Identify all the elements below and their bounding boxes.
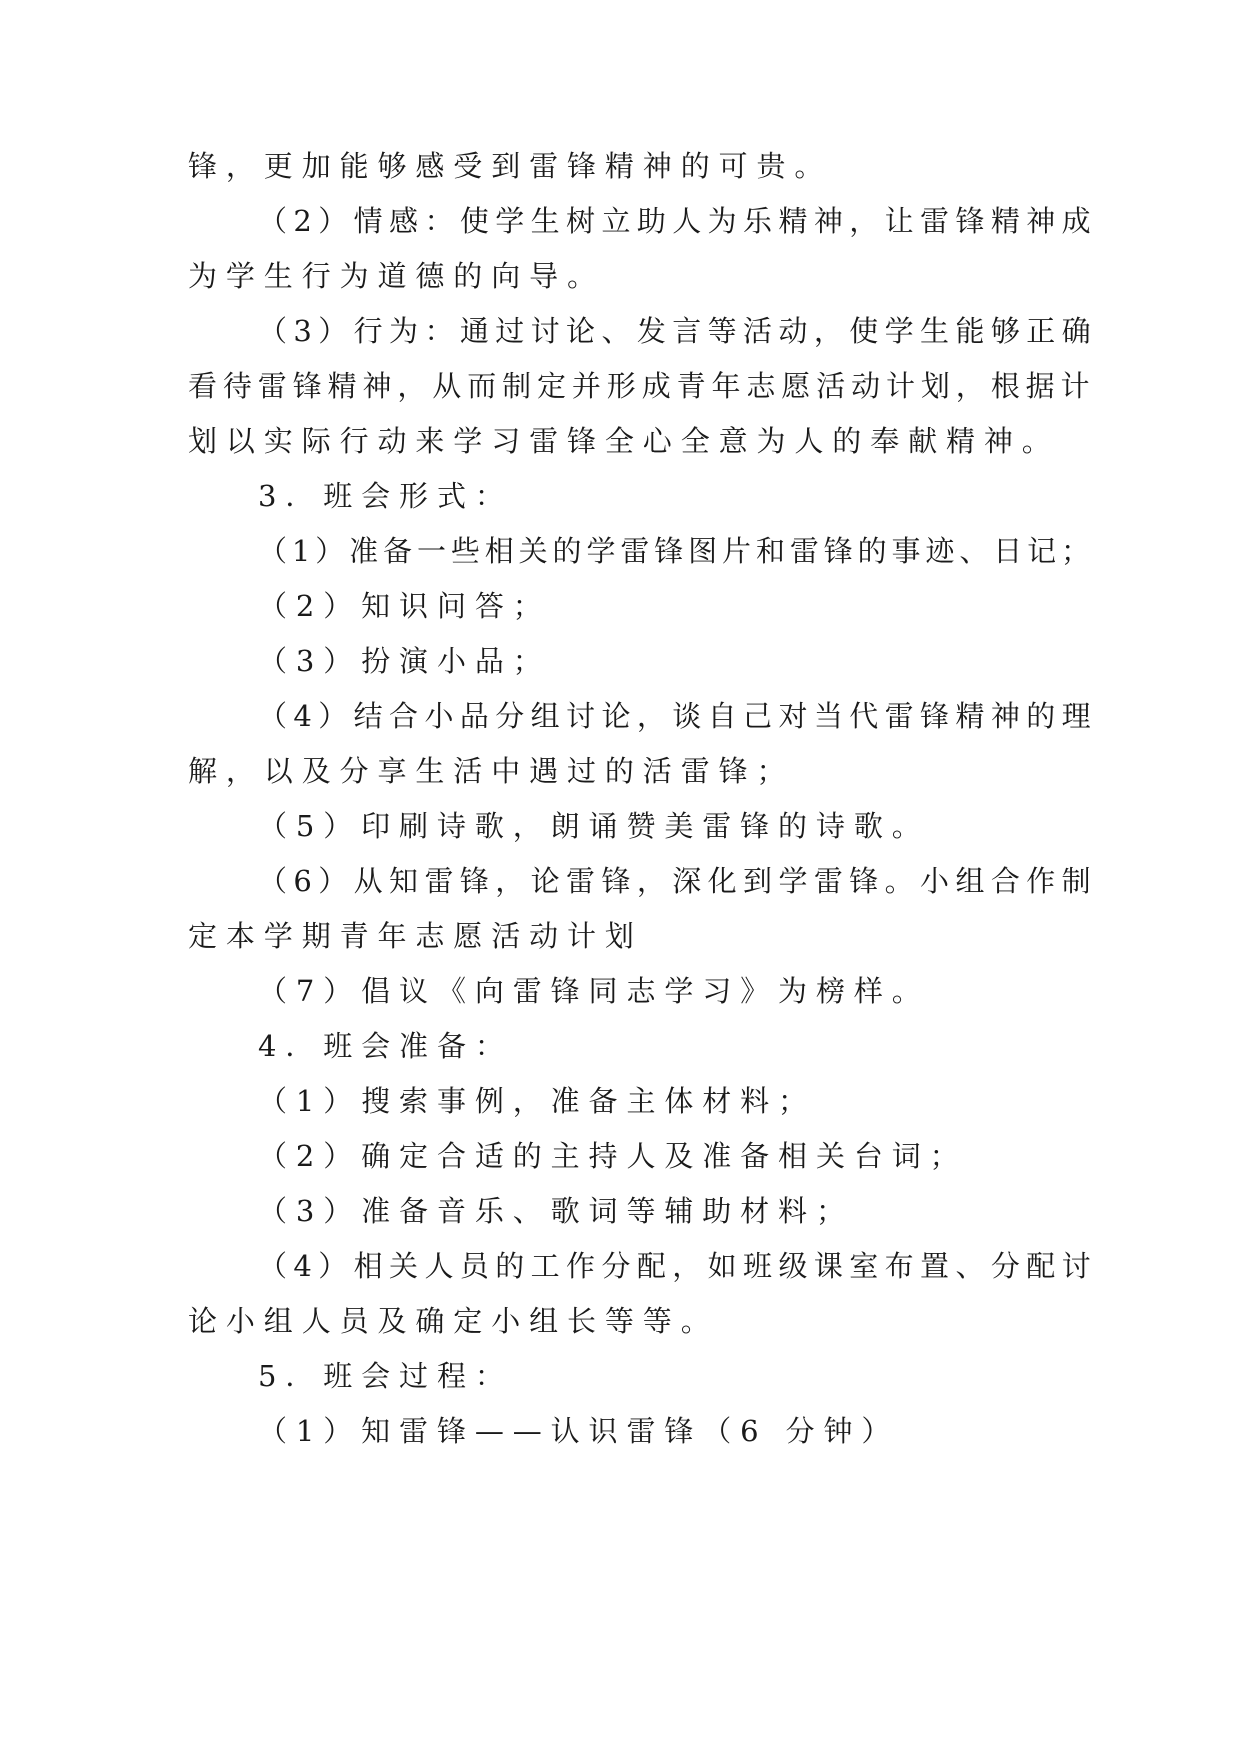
text-line: 论小组人员及确定小组长等等。 [188, 1304, 719, 1338]
text-line: （2）确定合适的主持人及准备相关台词； [258, 1139, 968, 1173]
text-line: （1）搜索事例，准备主体材料； [258, 1084, 816, 1118]
text-line: （2）知识问答； [258, 589, 551, 623]
text-line: 定本学期青年志愿活动计划 [188, 919, 643, 953]
section-heading: 5．班会过程： [258, 1359, 513, 1393]
section-heading: 4．班会准备： [258, 1029, 513, 1063]
text-line: 锋，更加能够感受到雷锋精神的可贵。 [188, 149, 833, 183]
text-line: （6）从知雷锋，论雷锋，深化到学雷锋。小组合作制 [258, 864, 1098, 898]
text-line: （7）倡议《向雷锋同志学习》为榜样。 [258, 974, 930, 1008]
text-line: （3）准备音乐、歌词等辅助材料； [258, 1194, 854, 1228]
text-line: 划以实际行动来学习雷锋全心全意为人的奉献精神。 [188, 424, 1060, 458]
text-line: 看待雷锋精神，从而制定并形成青年志愿活动计划，根据计 [188, 369, 1096, 403]
text-line: （1）知雷锋——认识雷锋（6 分钟） [258, 1414, 900, 1448]
text-line: （3）扮演小品； [258, 644, 551, 678]
text-line: （4）结合小品分组讨论，谈自己对当代雷锋精神的理 [258, 699, 1098, 733]
text-line: （4）相关人员的工作分配，如班级课室布置、分配讨 [258, 1249, 1098, 1283]
text-line: 为学生行为道德的向导。 [188, 259, 605, 293]
text-line: （2）情感：使学生树立助人为乐精神，让雷锋精神成 [258, 204, 1098, 238]
text-line: （5）印刷诗歌，朗诵赞美雷锋的诗歌。 [258, 809, 930, 843]
text-line: （3）行为：通过讨论、发言等活动，使学生能够正确 [258, 314, 1098, 348]
text-line: （1）准备一些相关的学雷锋图片和雷锋的事迹、日记； [258, 534, 1095, 568]
text-line: 解，以及分享生活中遇过的活雷锋； [188, 754, 795, 788]
section-heading: 3．班会形式： [258, 479, 513, 513]
